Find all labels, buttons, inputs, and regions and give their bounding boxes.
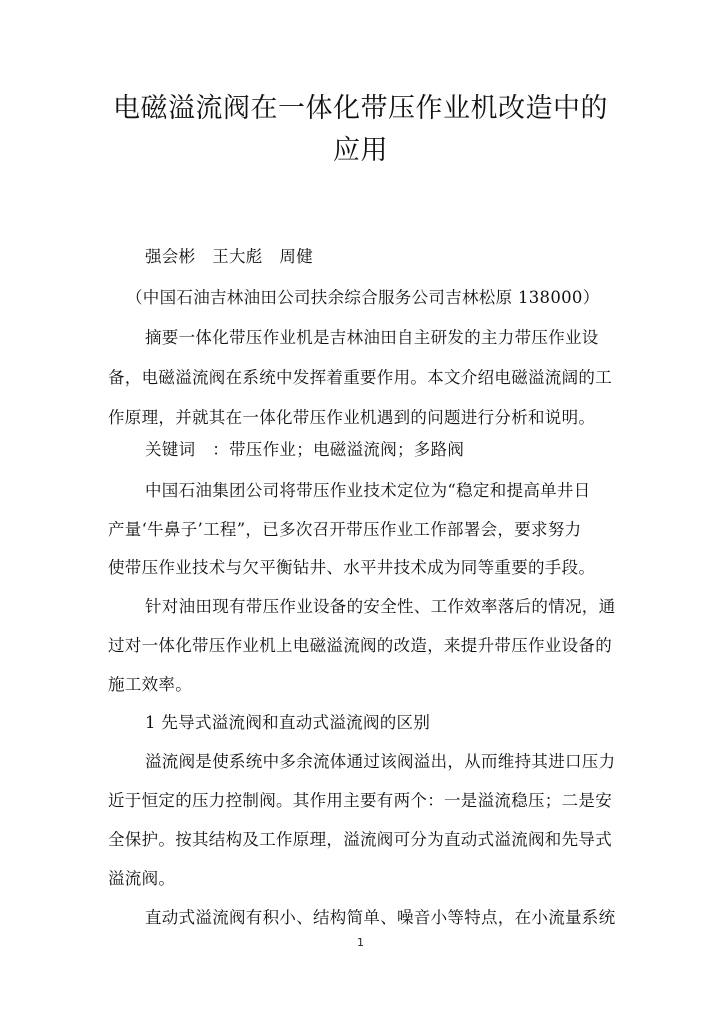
authors: 强会彬 王大彪 周健 bbox=[145, 247, 313, 266]
paragraph-line: 使带压作业技术与欠平衡钻井、水平井技术成为同等重要的手段。 bbox=[108, 558, 596, 577]
paragraph-line: 产量‘牛鼻子’工程”，已多次召开带压作业工作部署会，要求努力 bbox=[108, 520, 582, 539]
paragraph-line: 针对油田现有带压作业设备的安全性、工作效率落后的情况，通 bbox=[145, 597, 616, 616]
paragraph-line: 溢流阀是使系统中多余流体通过该阀溢出，从而维持其进口压力 bbox=[145, 752, 616, 771]
paragraph-line: 近于恒定的压力控制阀。其作用主要有两个：一是溢流稳压；二是安 bbox=[108, 791, 612, 810]
abstract-line: 摘要一体化带压作业机是吉林油田自主研发的主力带压作业设 bbox=[145, 328, 599, 347]
title-line-1: 电磁溢流阀在一体化带压作业机改造中的 bbox=[113, 93, 608, 124]
paragraph-line: 溢流阀。 bbox=[108, 869, 176, 888]
affiliation: （中国石油吉林油田公司扶余综合服务公司吉林松原 138000） bbox=[126, 288, 600, 307]
title-line-2: 应用 bbox=[333, 135, 388, 166]
paragraph-line: 全保护。按其结构及工作原理，溢流阀可分为直动式溢流阀和先导式 bbox=[108, 830, 612, 849]
paragraph-line: 直动式溢流阀有积小、结构简单、噪音小等特点，在小流量系统 bbox=[145, 908, 616, 927]
page-number: 1 bbox=[357, 936, 364, 949]
section-heading: 1 先导式溢流阀和直动式溢流阀的区别 bbox=[145, 713, 431, 732]
paragraph-line: 中国石油集团公司将带压作业技术定位为“稳定和提高单井日 bbox=[145, 481, 591, 500]
abstract-line: 备，电磁溢流阀在系统中发挥着重要作用。本文介绍电磁溢流阔的工 bbox=[108, 368, 612, 387]
paragraph-line: 过对一体化带压作业机上电磁溢流阀的改造，来提升带压作业设备的 bbox=[108, 636, 612, 655]
document-title bbox=[100, 88, 621, 172]
keywords: 关键词 ：带压作业；电磁溢流阀；多路阀 bbox=[145, 440, 465, 459]
abstract-line: 作原理，并就其在一体化带压作业机遇到的问题进行分析和说明。 bbox=[108, 408, 596, 427]
paragraph-line: 施工效率。 bbox=[108, 675, 192, 694]
